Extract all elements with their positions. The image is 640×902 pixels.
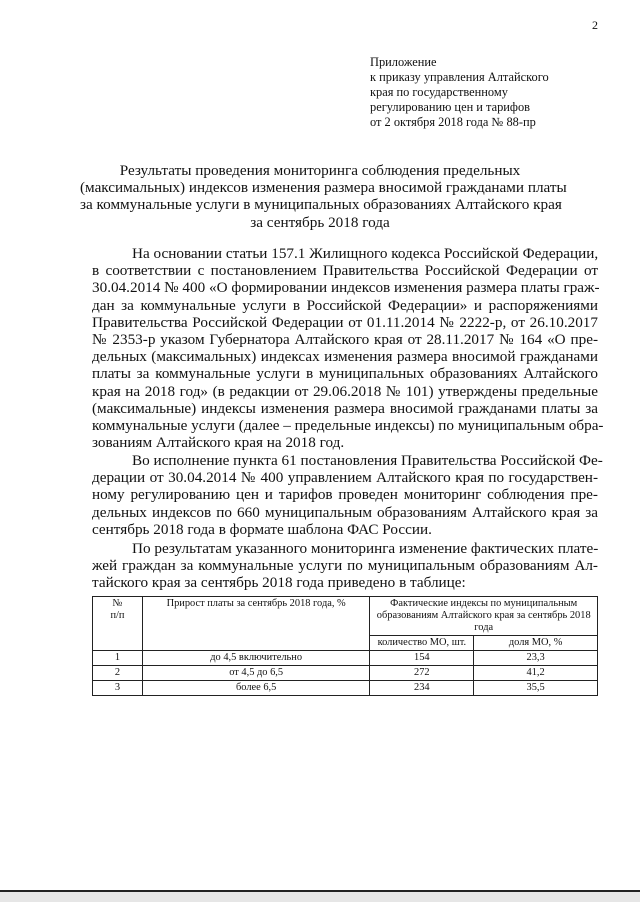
paragraph-line: дельных (максимальных) индексах изменения размера вносимой гражданами bbox=[92, 348, 598, 366]
paragraph-line: № 2353-р указом Губернатора Алтайского края от 28.11.2017 № 164 «О пре- bbox=[92, 331, 598, 349]
table-row bbox=[93, 666, 598, 681]
header-number-line: № bbox=[112, 598, 123, 609]
document-title bbox=[80, 162, 567, 231]
paragraph-line: Правительства Российской Федерации от 01.11.2014 № 2222-р, от 26.10.2017 bbox=[92, 313, 598, 331]
paragraph-line: 30.04.2014 № 400 «О формировании индексов изменения размера платы граж- bbox=[92, 279, 600, 297]
paragraph-line: сентябрь 2018 года в формате шаблона ФАС России. bbox=[92, 520, 432, 538]
header-number-line: п/п bbox=[110, 610, 125, 621]
paragraph-monitoring bbox=[92, 452, 603, 538]
cell-number: 3 bbox=[93, 681, 143, 696]
table-header-row bbox=[93, 597, 598, 636]
paragraph-line: зованиям Алтайского края на 2018 год. bbox=[92, 434, 345, 452]
paragraph-line: жей граждан за коммунальные услуги по муниципальным образованиям Ал- bbox=[92, 557, 598, 575]
scan-edge-shadow bbox=[0, 892, 640, 902]
header-share: доля МО, % bbox=[474, 636, 598, 651]
appendix-block bbox=[370, 55, 549, 130]
paragraph-line: По результатам указанного мониторинга изменение фактических плате- bbox=[132, 540, 599, 557]
paragraph-legal-basis bbox=[92, 245, 604, 452]
appendix-line: регулированию цен и тарифов bbox=[370, 100, 530, 114]
cell-count: 272 bbox=[370, 666, 474, 681]
title-line: за коммунальные услуги в муниципальных образованиях Алтайского края bbox=[80, 196, 562, 214]
table-row bbox=[93, 681, 598, 696]
cell-number: 1 bbox=[93, 651, 143, 666]
cell-range: от 4,5 до 6,5 bbox=[142, 666, 370, 681]
header-count: количество МО, шт. bbox=[370, 636, 474, 651]
paragraph-line: края на 2018 год» (в редакции от 29.06.2018 № 101) утверждены предельные bbox=[92, 382, 598, 400]
paragraph-line: Во исполнение пункта 61 постановления Правительства Российской Фе- bbox=[132, 452, 603, 469]
cell-range: более 6,5 bbox=[142, 681, 370, 696]
appendix-line: края по государственному bbox=[370, 85, 508, 99]
title-line: Результаты проведения мониторинга соблюдения предельных bbox=[119, 162, 521, 179]
paragraph-line: (максимальные) индексы изменения размера вносимой гражданами платы за bbox=[92, 399, 598, 417]
header-growth: Прирост платы за сентябрь 2018 года, % bbox=[142, 597, 370, 651]
paragraph-line: дельных индексов по 660 муниципальным образованиям Алтайского края за bbox=[92, 503, 598, 521]
cell-share: 35,5 bbox=[474, 681, 598, 696]
cell-count: 234 bbox=[370, 681, 474, 696]
paragraph-results bbox=[92, 540, 598, 592]
paragraph-line: ному регулированию цен и тарифов проведен мониторинг соблюдения пре- bbox=[92, 486, 598, 504]
appendix-line: от 2 октября 2018 года № 88-пр bbox=[370, 115, 536, 129]
page-number: 2 bbox=[592, 18, 598, 32]
paragraph-line: платы за коммунальные услуги в муниципальных образованиях Алтайского bbox=[92, 365, 598, 383]
title-line: за сентябрь 2018 года bbox=[250, 213, 390, 231]
cell-count: 154 bbox=[370, 651, 474, 666]
paragraph-line: коммунальные услуги (далее – предельные индексы) по муниципальным обра- bbox=[92, 417, 604, 435]
cell-range: до 4,5 включительно bbox=[142, 651, 370, 666]
title-line: (максимальных) индексов изменения размера вносимой гражданами платы bbox=[80, 179, 567, 197]
paragraph-line: тайского края за сентябрь 2018 года приведено в таблице: bbox=[92, 574, 466, 592]
header-number bbox=[93, 597, 143, 651]
appendix-line: Приложение bbox=[370, 55, 437, 69]
cell-share: 23,3 bbox=[474, 651, 598, 666]
cell-share: 41,2 bbox=[474, 666, 598, 681]
paragraph-line: На основании статьи 157.1 Жилищного кодекса Российской Федерации, bbox=[132, 245, 599, 262]
paragraph-line: дан за коммунальные услуги в Российской Федерации» и распоряжениями bbox=[92, 296, 598, 314]
paragraph-line: дерации от 30.04.2014 № 400 управлением Алтайского края по государствен- bbox=[92, 469, 598, 487]
results-table bbox=[92, 596, 598, 696]
cell-number: 2 bbox=[93, 666, 143, 681]
appendix-line: к приказу управления Алтайского bbox=[370, 70, 549, 84]
paragraph-line: в соответствии с постановлением Правительства Российской Федерации от bbox=[92, 262, 598, 280]
table-row bbox=[93, 651, 598, 666]
header-actual-indices: Фактические индексы по муниципальным образованиям Алтайского края за сентябрь 2018 года bbox=[370, 597, 598, 636]
